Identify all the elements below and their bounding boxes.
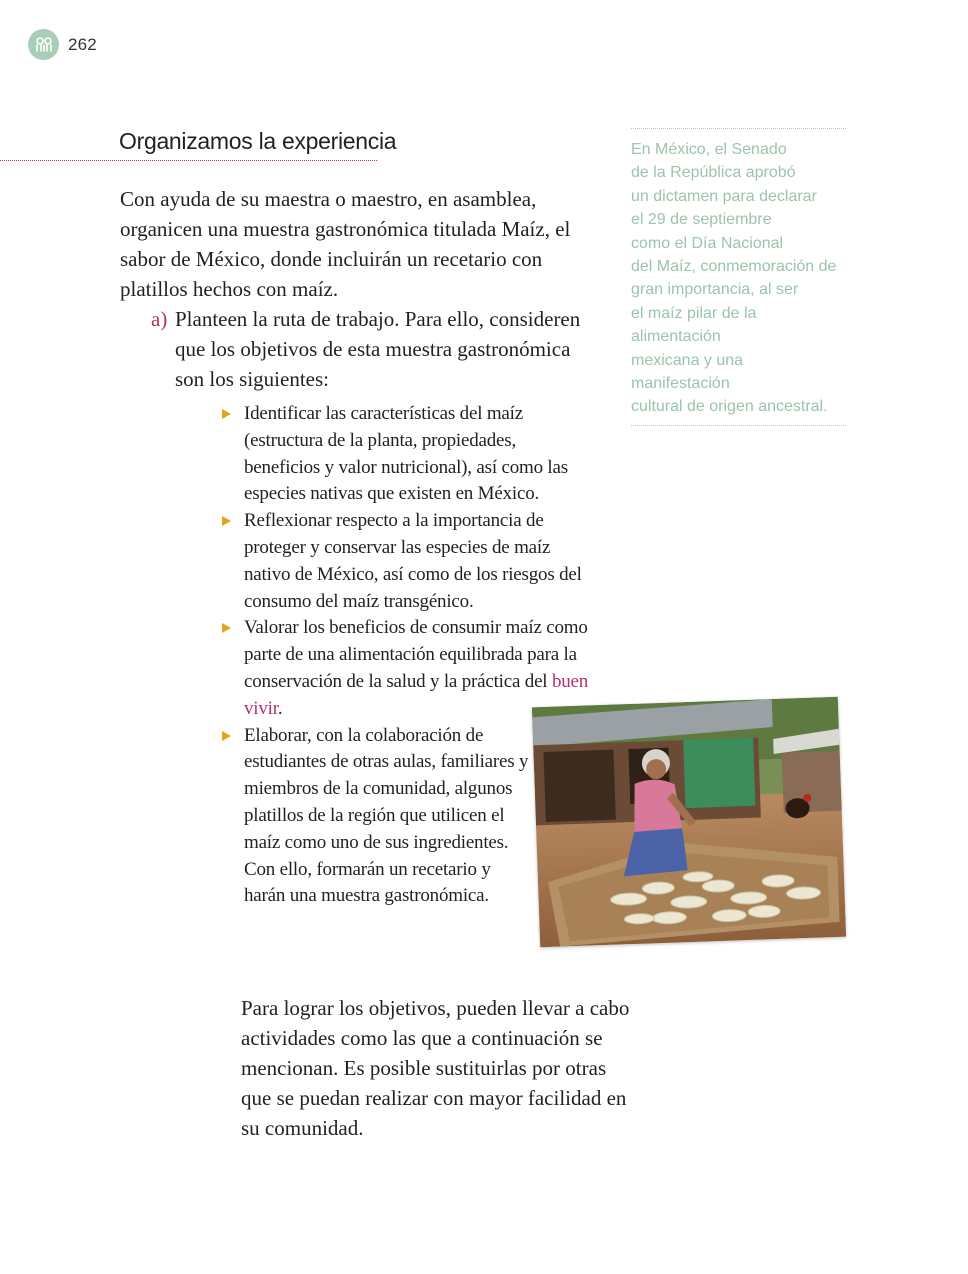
objective-text: Elaborar, con la colaboración de estudiantes de otras aulas, familiares y miembros de la comunidad, algunos platillos de la región que utilicen el maíz como uno de sus ingredientes. Con ello, formarán un recetario y harán una muestra gastronómica.: [244, 724, 529, 907]
folio: [28, 29, 97, 60]
list-item-a-text: Planteen la ruta de trabajo. Para ello, consideren que los objetivos de esta muestra gastronómica son los siguientes:: [175, 307, 581, 391]
triangle-bullet-icon: [222, 731, 231, 741]
list-marker-a: a): [151, 307, 168, 331]
objective-text: Identificar las características del maíz (estructura de la planta, propiedades, beneficios y valor nutricional), así como las especies nativas que existen en México.: [244, 403, 568, 505]
section-heading: Organizamos la experiencia: [119, 128, 397, 154]
page-number: 262: [68, 34, 97, 54]
triangle-bullet-icon: [222, 516, 231, 526]
maize-glyph-icon: [28, 29, 59, 60]
objective-text-end: .: [277, 697, 283, 719]
buen-vivir-glossary-link[interactable]: buen vivir: [244, 670, 589, 719]
photo-woman-shelling-corn: [532, 697, 846, 948]
objective-item: [220, 723, 534, 911]
objective-item: [220, 508, 595, 615]
triangle-bullet-icon: [222, 623, 231, 633]
triangle-bullet-icon: [222, 409, 231, 419]
intro-paragraph: Con ayuda de su maestra o maestro, en asamblea, organicen una muestra gastronómica titulada Maíz, el sabor de México, donde incluirán un recetario con platillos hechos con maíz.: [120, 187, 571, 301]
list-item-a: [151, 304, 596, 394]
sidebar-note: En México, el Senado de la República aprobó un dictamen para declarar el 29 de septiembre como el Día Nacional del Maíz, conmemoración de gran importancia, al ser el maíz pilar de la alimentación mexicana y una manifestación cultural de origen ancestral.: [631, 128, 846, 426]
objective-text: Reflexionar respecto a la importancia de proteger y conservar las especies de maíz nativo de México, así como de los riesgos del consumo del maíz transgénico.: [244, 510, 582, 612]
heading-rule: [0, 160, 377, 161]
closing-paragraph: Para lograr los objetivos, pueden llevar a cabo actividades como las que a continuación se mencionan. Es posible sustituirlas por otras que se puedan realizar con mayor facilidad en su comunidad.: [241, 996, 630, 1140]
objective-item: [220, 401, 595, 508]
objective-text: Valorar los beneficios de consumir maíz como parte de una alimentación equilibrada para la conservación de la salud y la práctica del: [244, 617, 588, 692]
